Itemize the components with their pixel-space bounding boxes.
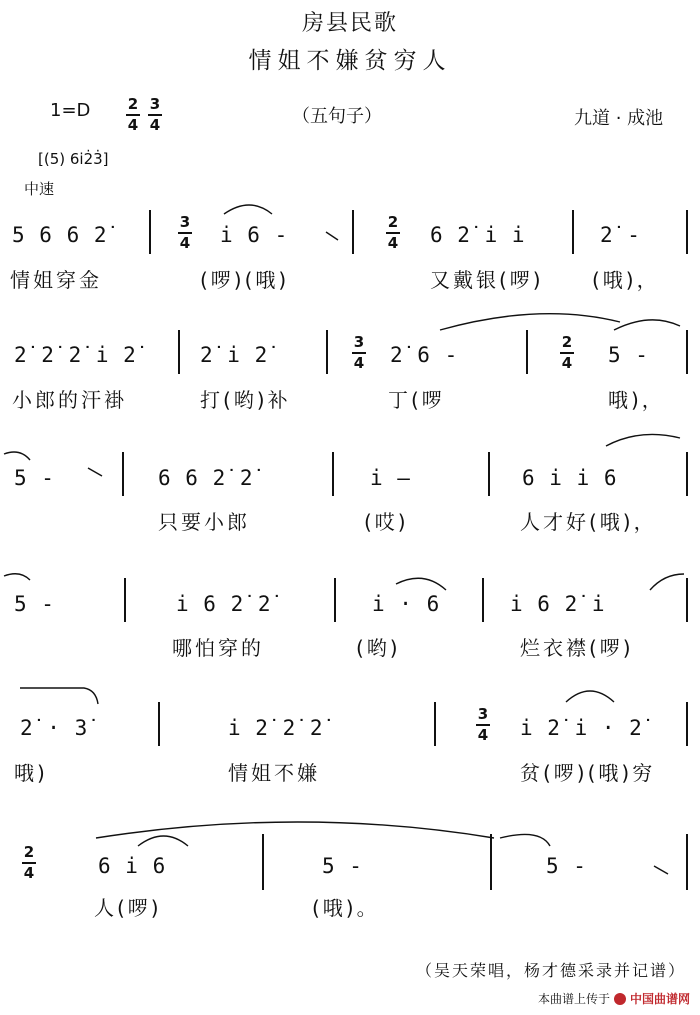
note-group: i 2̇ 2̇ 2̇ <box>228 716 324 740</box>
page-title: 房县民歌 <box>301 11 398 36</box>
site-logo[interactable]: 中国曲谱网 <box>629 992 690 1006</box>
note-group: i · 6 <box>372 592 441 616</box>
lyric: 哪怕穿的 <box>172 636 264 660</box>
slur <box>20 688 98 704</box>
source-line <box>538 990 690 1007</box>
note-group: i 6 2̇ i <box>510 592 606 616</box>
lyric: (哦)。 <box>312 896 380 920</box>
lyric: (啰)(哦) <box>200 268 290 292</box>
note-group: 5 - <box>546 854 587 878</box>
note-group: 6 2̇ i i <box>430 223 526 247</box>
note-group: 6 i 6 <box>98 854 167 878</box>
lyric: 贫(啰)(哦)穷 <box>520 761 656 785</box>
song-title: 情姐不嫌贫穷人 <box>248 48 452 74</box>
lyric: (哟) <box>356 636 401 660</box>
lyric: 人(啰) <box>94 896 162 920</box>
note-group: 5 - <box>608 343 649 367</box>
intro-phrase: [(5) 6i2̇3̇] <box>38 150 109 168</box>
slur <box>224 205 272 214</box>
lyric: (哎) <box>364 510 409 534</box>
note-group: i 6 - <box>220 223 289 247</box>
slur <box>396 578 446 590</box>
time-signature-2: 3 4 <box>149 95 161 134</box>
lyric: (哦)， <box>592 268 660 292</box>
song-form: （五句子） <box>292 106 382 127</box>
slur <box>88 468 102 476</box>
slur <box>138 836 188 846</box>
time-change: 3 4 <box>477 705 489 744</box>
slur <box>4 452 30 460</box>
slur <box>566 691 614 702</box>
time-change: 2 4 <box>561 333 573 372</box>
region: 九道 · 成池 <box>574 108 664 129</box>
note-group: 2̇ i 2̇ <box>200 343 269 367</box>
slur <box>500 834 550 846</box>
lyric: 哦)， <box>608 388 665 412</box>
time-signature-1: 2 4 <box>127 95 139 134</box>
note-group: 5 - <box>14 466 55 490</box>
time-change: 2 4 <box>23 843 35 882</box>
lyric: 烂衣襟(啰) <box>520 636 634 660</box>
note-group: 6 6 2̇ 2̇ <box>158 466 254 490</box>
lyric: 丁(啰 <box>388 388 445 412</box>
note-group: i 2̇ i · 2̇ <box>520 716 643 740</box>
note-group: 2̇ 2̇ 2̇ i 2̇ <box>14 343 137 367</box>
lyric: 人才好(哦)， <box>520 510 657 534</box>
note-group: 2̇ - <box>600 223 641 247</box>
lyric: 小郎的汗褂 <box>12 388 127 412</box>
slur <box>614 320 680 330</box>
lyric: 情姐不嫌 <box>228 761 320 785</box>
slur <box>654 866 668 874</box>
lyric: 只要小郎 <box>158 510 250 534</box>
slur <box>440 314 620 330</box>
slur <box>650 574 684 590</box>
lyric: 又戴银(啰) <box>430 268 544 292</box>
time-change: 3 4 <box>179 213 191 252</box>
slur <box>326 232 338 240</box>
source-text: 本曲谱上传于 <box>537 992 610 1006</box>
slur <box>606 434 680 446</box>
lyric: 打(哟)补 <box>200 388 291 412</box>
slur <box>96 822 494 838</box>
note-group: 6 i i 6 <box>522 466 618 490</box>
slur <box>4 574 30 580</box>
time-change: 3 4 <box>353 333 365 372</box>
key-signature: 1=D <box>50 100 91 121</box>
site-logo-icon <box>614 993 626 1005</box>
note-group: i — <box>370 466 411 490</box>
note-group: 2̇ · 3̇ <box>20 716 89 740</box>
note-group: 5 6 6 2̇ <box>12 223 108 247</box>
lyric: 哦) <box>14 761 48 785</box>
credit-line: （吴天荣唱，杨才德采录并记谱） <box>415 961 686 980</box>
time-change: 2 4 <box>387 213 399 252</box>
lyric: 情姐穿金 <box>10 268 102 292</box>
note-group: i 6 2̇ 2̇ <box>176 592 272 616</box>
tempo-marking: 中速 <box>24 180 55 198</box>
note-group: 5 - <box>322 854 363 878</box>
note-group: 5 - <box>14 592 55 616</box>
note-group: 2̇ 6 - <box>390 343 459 367</box>
